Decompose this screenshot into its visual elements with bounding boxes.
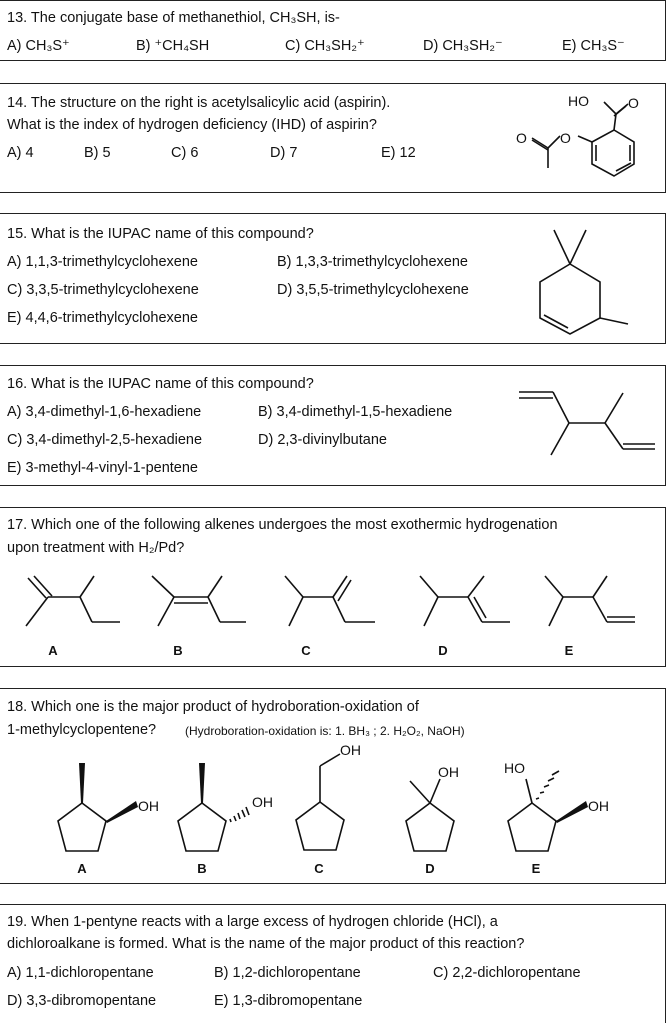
q13-stem: 13. The conjugate base of methanethiol, CH₃SH, is- [7,10,340,26]
product-a-oh: OH [138,798,159,814]
q14-option-e[interactable]: E) 12 [381,145,416,161]
q16-option-a[interactable]: A) 3,4-dimethyl-1,6-hexadiene [7,404,202,420]
q17-label-a: A [48,643,58,658]
q19-stem-line1: 19. When 1-pentyne reacts with a large excess of hydrogen chloride (HCl), a [7,914,498,930]
product-e-oh: OH [588,798,609,814]
q15-option-d[interactable]: D) 3,5,5-trimethylcyclohexene [277,282,469,298]
q15-stem: 15. What is the IUPAC name of this compound? [7,226,314,242]
q15-option-e[interactable]: E) 4,4,6-trimethylcyclohexene [7,310,198,326]
q16-option-d[interactable]: D) 2,3-divinylbutane [258,432,387,448]
product-d-structure[interactable] [398,755,498,865]
product-c-structure[interactable] [288,740,388,865]
alkene-c-structure[interactable] [275,570,385,630]
q13-option-c[interactable]: C) CH₃SH₂⁺ [285,38,365,54]
q13-option-d[interactable]: D) CH₃SH₂⁻ [423,38,503,54]
alkene-e-structure[interactable] [535,570,645,630]
aspirin-o-carbonyl: O [628,95,639,111]
q17-stem-line1: 17. Which one of the following alkenes undergoes the most exothermic hydrogenation [7,517,558,533]
q16-stem: 16. What is the IUPAC name of this compound? [7,376,314,392]
alkene-b-structure[interactable] [148,570,258,630]
aspirin-o-ester: O [560,130,571,146]
q18-label-a: A [77,861,87,876]
q17-label-e: E [564,643,574,658]
aspirin-structure [510,88,650,188]
q14-stem-line1: 14. The structure on the right is acetylsalicylic acid (aspirin). [7,95,391,111]
q18-stem-line2: 1-methylcyclopentene? [7,722,157,738]
product-b-oh: OH [252,794,273,810]
q14-option-d[interactable]: D) 7 [270,145,298,161]
product-d-oh: OH [438,764,459,780]
q17-label-c: C [301,643,311,658]
dimethylhexadiene-structure [515,385,660,460]
q19-option-a[interactable]: A) 1,1-dichloropentane [7,965,154,981]
aspirin-ho-label: HO [568,93,589,109]
q18-note: (Hydroboration-oxidation is: 1. BH₃ ; 2. H₂O₂, NaOH) [185,724,465,738]
q16-option-b[interactable]: B) 3,4-dimethyl-1,5-hexadiene [258,404,453,420]
q13-option-a[interactable]: A) CH₃S⁺ [7,38,70,54]
aspirin-o-acetyl: O [516,130,527,146]
q17-stem-line2: upon treatment with H₂/Pd? [7,540,185,556]
q15-option-c[interactable]: C) 3,3,5-trimethylcyclohexene [7,282,199,298]
alkene-a-structure[interactable] [20,570,130,630]
q18-stem-line1: 18. Which one is the major product of hydroboration-oxidation of [7,699,419,715]
q13-option-e[interactable]: E) CH₃S⁻ [562,38,625,54]
q18-label-d: D [425,861,435,876]
q19-option-e[interactable]: E) 1,3-dibromopentane [214,993,363,1009]
trimethylcyclohexene-structure [530,222,640,337]
product-c-oh: OH [340,742,361,758]
q16-option-c[interactable]: C) 3,4-dimethyl-2,5-hexadiene [7,432,203,448]
q19-option-d[interactable]: D) 3,3-dibromopentane [7,993,157,1009]
q15-option-a[interactable]: A) 1,1,3-trimethylcyclohexene [7,254,198,270]
product-e-ho: HO [504,760,525,776]
q15-option-b[interactable]: B) 1,3,3-trimethylcyclohexene [277,254,468,270]
q14-option-c[interactable]: C) 6 [171,145,199,161]
q18-label-c: C [314,861,324,876]
q19-stem-line2: dichloroalkane is formed. What is the name of the major product of this reaction? [7,936,525,952]
q18-label-b: B [197,861,207,876]
q14-stem-line2: What is the index of hydrogen deficiency (IHD) of aspirin? [7,117,377,133]
q14-option-a[interactable]: A) 4 [7,145,34,161]
q14-option-b[interactable]: B) 5 [84,145,111,161]
q16-option-e[interactable]: E) 3-methyl-4-vinyl-1-pentene [7,460,198,476]
product-a-structure[interactable] [50,755,170,865]
q13-option-b[interactable]: B) ⁺CH₄SH [136,38,210,54]
product-b-structure[interactable] [170,755,290,865]
q18-label-e: E [531,861,541,876]
q17-label-d: D [438,643,448,658]
product-e-structure[interactable] [500,755,630,865]
q19-option-b[interactable]: B) 1,2-dichloropentane [214,965,361,981]
q17-label-b: B [173,643,183,658]
q19-option-c[interactable]: C) 2,2-dichloropentane [433,965,581,981]
alkene-d-structure[interactable] [410,570,520,630]
